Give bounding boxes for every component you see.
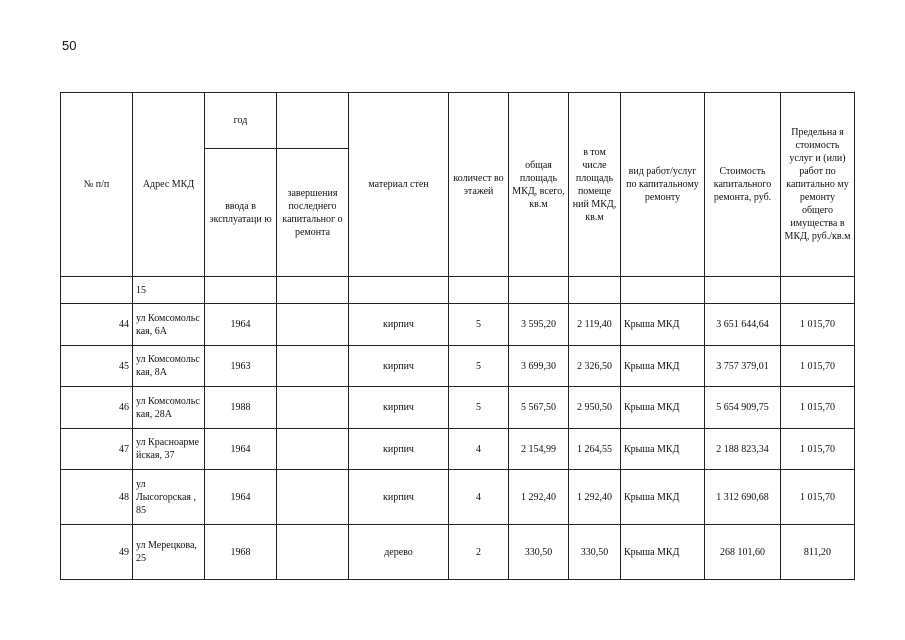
table-row-continuation — [61, 277, 855, 304]
cell-address: ул Комсомольс кая, 8А — [133, 346, 205, 387]
cell-last-repair — [277, 304, 349, 346]
cell-premises-area: 1 292,40 — [569, 470, 621, 525]
cell-max-cost: 1 015,70 — [781, 304, 855, 346]
page-number: 50 — [62, 38, 77, 53]
cell-max-cost: 811,20 — [781, 525, 855, 580]
cell-num: 49 — [61, 525, 133, 580]
header-max-cost: Предельна я стоимость услуг и (или) работ по капитально му ремонту общего имущества в МКД, руб./кв.м — [781, 93, 855, 277]
cell-material: дерево — [349, 525, 449, 580]
header-num: № п/п — [61, 93, 133, 277]
cell-address: ул Красноарме йская, 37 — [133, 429, 205, 470]
cell-max-cost: 1 015,70 — [781, 429, 855, 470]
cell-num: 44 — [61, 304, 133, 346]
table-row — [61, 387, 855, 429]
cell-floors: 4 — [449, 470, 509, 525]
cell-num: 48 — [61, 470, 133, 525]
cell-total-area: 3 595,20 — [509, 304, 569, 346]
cell-year: 1988 — [205, 387, 277, 429]
header-total-area: общая площадь МКД, всего, кв.м — [509, 93, 569, 277]
header-work-type: вид работ/услуг по капитальному ремонту — [621, 93, 705, 277]
header-year-last-repair: завершения последнего капитальног о ремонта — [277, 149, 349, 277]
table-row — [61, 525, 855, 580]
cell-work: Крыша МКД — [621, 429, 705, 470]
cell-num: 45 — [61, 346, 133, 387]
header-floors: количест во этажей — [449, 93, 509, 277]
cell-address: ул Лысогорская , 85 — [133, 470, 205, 525]
cell-work: Крыша МКД — [621, 525, 705, 580]
cell-last-repair — [277, 387, 349, 429]
cell-max-cost: 1 015,70 — [781, 387, 855, 429]
cell-last-repair — [277, 429, 349, 470]
cell-max-cost: 1 015,70 — [781, 346, 855, 387]
cell-year: 1964 — [205, 304, 277, 346]
cell-cost: 3 757 379,01 — [705, 346, 781, 387]
cell-floors: 5 — [449, 346, 509, 387]
cell-material: кирпич — [349, 387, 449, 429]
header-year-group-cont — [277, 93, 349, 149]
cell-last-repair — [277, 470, 349, 525]
cell-address: ул Комсомольс кая, 28А — [133, 387, 205, 429]
cell-floors: 5 — [449, 304, 509, 346]
cell-work: Крыша МКД — [621, 346, 705, 387]
cell-premises-area: 2 326,50 — [569, 346, 621, 387]
table-row — [61, 346, 855, 387]
cell-premises-area: 2 950,50 — [569, 387, 621, 429]
cell-floors: 4 — [449, 429, 509, 470]
cell-total-area: 2 154,99 — [509, 429, 569, 470]
cell-year: 1968 — [205, 525, 277, 580]
header-wall-material: материал стен — [349, 93, 449, 277]
cell-work: Крыша МКД — [621, 304, 705, 346]
cell-material: кирпич — [349, 304, 449, 346]
cell-total-area: 330,50 — [509, 525, 569, 580]
cell-last-repair — [277, 525, 349, 580]
cell-cost: 268 101,60 — [705, 525, 781, 580]
cell-address: ул Мерецкова, 25 — [133, 525, 205, 580]
cell-last-repair — [277, 346, 349, 387]
cell-year: 1963 — [205, 346, 277, 387]
cell-cost: 5 654 909,75 — [705, 387, 781, 429]
cell-max-cost: 1 015,70 — [781, 470, 855, 525]
cell-material: кирпич — [349, 429, 449, 470]
cell-premises-area: 1 264,55 — [569, 429, 621, 470]
cell-work: Крыша МКД — [621, 387, 705, 429]
cell-material: кирпич — [349, 346, 449, 387]
header-premises-area: в том числе площадь помеще ний МКД, кв.м — [569, 93, 621, 277]
cell-total-area: 1 292,40 — [509, 470, 569, 525]
cell-address: ул Комсомольс кая, 6А — [133, 304, 205, 346]
table-row — [61, 470, 855, 525]
cell-year: 1964 — [205, 470, 277, 525]
cell-year: 1964 — [205, 429, 277, 470]
cell-cost: 1 312 690,68 — [705, 470, 781, 525]
cell-cost: 2 188 823,34 — [705, 429, 781, 470]
header-year-commission: ввода в эксплуатаци ю — [205, 149, 277, 277]
cell-total-area: 5 567,50 — [509, 387, 569, 429]
cell-floors: 2 — [449, 525, 509, 580]
cell-premises-area: 330,50 — [569, 525, 621, 580]
table-row — [61, 429, 855, 470]
cell-work: Крыша МКД — [621, 470, 705, 525]
cell-total-area: 3 699,30 — [509, 346, 569, 387]
header-address: Адрес МКД — [133, 93, 205, 277]
table-row — [61, 304, 855, 346]
cell-cost: 3 651 644,64 — [705, 304, 781, 346]
cell-premises-area: 2 119,40 — [569, 304, 621, 346]
capital-repair-table — [60, 92, 855, 580]
header-row-1 — [61, 93, 855, 149]
cell-num: 47 — [61, 429, 133, 470]
cell-material: кирпич — [349, 470, 449, 525]
header-year-group: год — [205, 93, 277, 149]
header-cost: Стоимость капитального ремонта, руб. — [705, 93, 781, 277]
continuation-address: 15 — [133, 277, 205, 304]
cell-num: 46 — [61, 387, 133, 429]
cell-floors: 5 — [449, 387, 509, 429]
